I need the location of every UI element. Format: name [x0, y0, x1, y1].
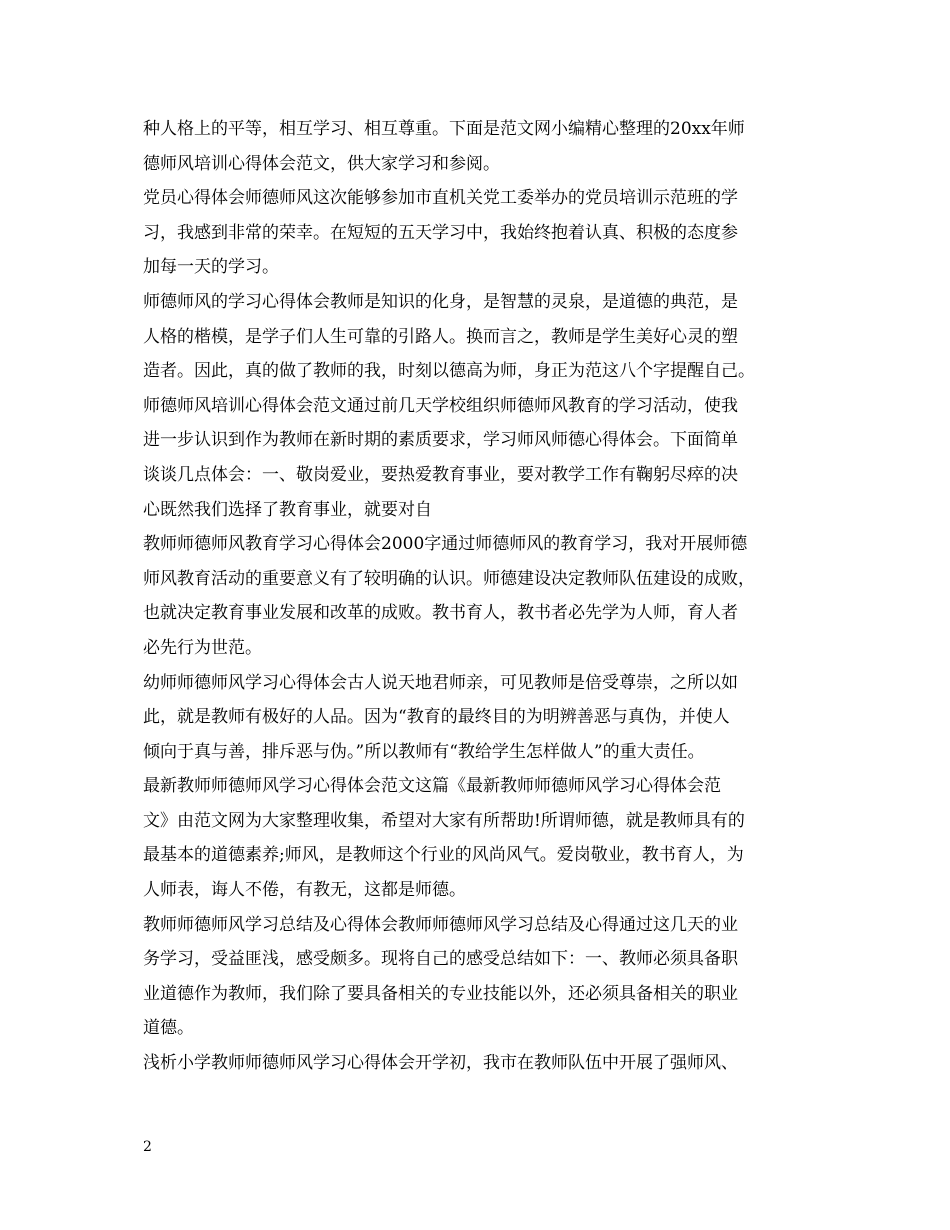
- page-number: 2: [143, 1139, 152, 1155]
- text-line: 倾向于真与善，排斥恶与伪。”所以教师有“教给学生怎样做人”的重大责任。: [143, 741, 705, 762]
- text-line: 造者。因此，真的做了教师的我，时刻以德高为师，身正为范这八个字提醒自己。: [143, 361, 755, 382]
- text-line: 谈谈几点体会：一、敬岗爱业，要热爱教育事业，要对教学工作有鞠躬尽瘁的决: [143, 464, 738, 485]
- text-line: 师德师风的学习心得体会教师是知识的化身，是智慧的灵泉，是道德的典范，是: [143, 291, 738, 312]
- text-line: 道德。: [143, 1018, 194, 1039]
- text-line: 教师师德师风学习总结及心得体会教师师德师风学习总结及心得通过这几天的业: [143, 914, 738, 935]
- text-line: 文》由范文网为大家整理收集，希望对大家有所帮助!所谓师德，就是教师具有的: [143, 810, 745, 831]
- text-line: 加每一天的学习。: [143, 257, 279, 278]
- text-line: 业道德作为教师，我们除了要具备相关的专业技能以外，还必须具备相关的职业: [143, 983, 738, 1004]
- text-line: 此，就是教师有极好的人品。因为“教育的最终目的为明辨善恶与真伪，并使人: [143, 707, 730, 728]
- text-line: 师德师风培训心得体会范文通过前几天学校组织师德师风教育的学习活动，使我: [143, 395, 738, 416]
- text-line: 教师师德师风教育学习心得体会2000字通过师德师风的教育学习，我对开展师德: [143, 534, 748, 555]
- text-line: 种人格上的平等，相互学习、相互尊重。下面是范文网小编精心整理的20xx年师: [143, 119, 745, 139]
- text-line: 最新教师师德师风学习心得体会范文这篇《最新教师师德师风学习心得体会范: [143, 776, 721, 797]
- text-line: 务学习，受益匪浅，感受颇多。现将自己的感受总结如下：一、教师必须具备职: [143, 949, 738, 970]
- text-line: 最基本的道德素养;师风，是教师这个行业的风尚风气。爱岗敬业，教书育人，为: [143, 845, 744, 866]
- text-line: 必先行为世范。: [143, 637, 262, 658]
- text-line: 德师风培训心得体会范文，供大家学习和参阅。: [143, 153, 500, 174]
- text-line: 幼师师德师风学习心得体会古人说天地君师亲，可见教师是倍受尊崇，之所以如: [143, 672, 738, 693]
- document-body: [143, 112, 823, 1081]
- text-line: 心既然我们选择了教育事业，就要对自: [143, 499, 432, 520]
- text-line: 也就决定教育事业发展和改革的成败。教书育人，教书者必先学为人师，育人者: [143, 603, 738, 624]
- text-line: 习，我感到非常的荣幸。在短短的五天学习中，我始终抱着认真、积极的态度参: [143, 222, 738, 243]
- text-line: 人师表，诲人不倦，有教无，这都是师德。: [143, 880, 466, 901]
- text-line: 师风教育活动的重要意义有了较明确的认识。师德建设决定教师队伍建设的成败，: [143, 568, 755, 589]
- text-line: 党员心得体会师德师风这次能够参加市直机关党工委举办的党员培训示范班的学: [143, 188, 738, 209]
- text-line: 进一步认识到作为教师在新时期的素质要求，学习师风师德心得体会。下面简单: [143, 430, 738, 451]
- text-line: 人格的楷模，是学子们人生可靠的引路人。换而言之，教师是学生美好心灵的塑: [143, 326, 738, 347]
- text-line: 浅析小学教师师德师风学习心得体会开学初，我市在教师队伍中开展了强师风、: [143, 1053, 738, 1074]
